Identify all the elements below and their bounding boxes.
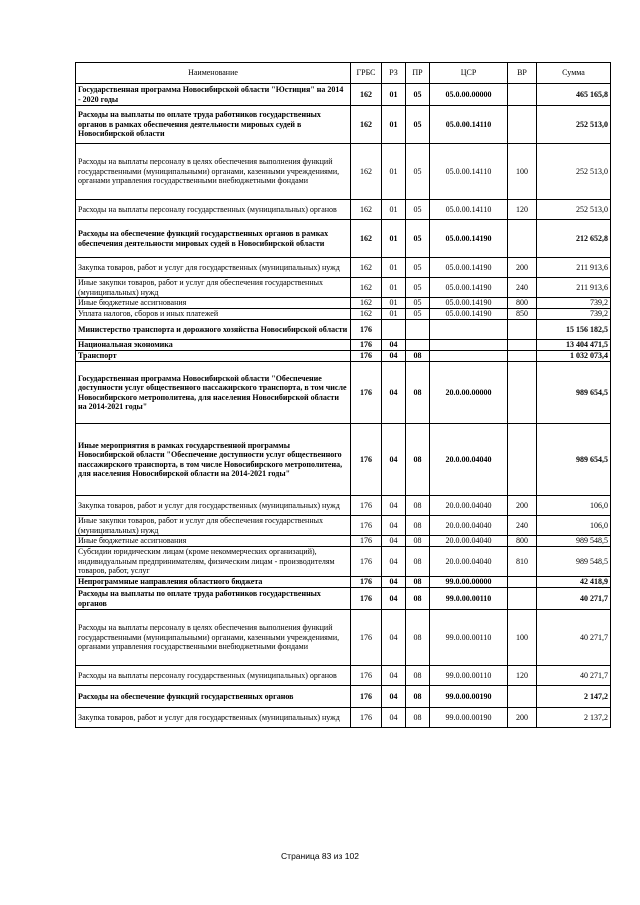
cell-sum: 106,0 — [537, 516, 611, 536]
page-number: Страница 83 из 102 — [281, 851, 359, 861]
cell-sum: 40 271,7 — [537, 610, 611, 666]
cell-rz: 04 — [382, 708, 406, 728]
cell-sum: 212 652,8 — [537, 220, 611, 258]
cell-grbs: 162 — [351, 309, 382, 320]
cell-csr — [430, 351, 508, 362]
cell-grbs: 162 — [351, 200, 382, 220]
cell-rz: 04 — [382, 340, 406, 351]
table-row — [76, 496, 611, 516]
cell-csr: 20.0.00.00000 — [430, 362, 508, 424]
table-row — [76, 144, 611, 200]
cell-csr: 20.0.00.04040 — [430, 547, 508, 577]
cell-rz: 01 — [382, 298, 406, 309]
table-row — [76, 298, 611, 309]
cell-rz: 01 — [382, 309, 406, 320]
cell-sum: 465 165,8 — [537, 84, 611, 106]
cell-rz: 01 — [382, 258, 406, 278]
cell-sum: 989 654,5 — [537, 424, 611, 496]
cell-vr — [508, 686, 537, 708]
cell-pr: 05 — [406, 278, 430, 298]
cell-grbs: 176 — [351, 666, 382, 686]
cell-grbs: 176 — [351, 588, 382, 610]
table-row — [76, 708, 611, 728]
cell-name: Расходы на выплаты по оплате труда работников государственных органов — [76, 588, 351, 610]
cell-csr: 05.0.00.14110 — [430, 106, 508, 144]
cell-vr: 800 — [508, 298, 537, 309]
cell-name: Министерство транспорта и дорожного хозяйства Новосибирской области — [76, 320, 351, 340]
cell-rz: 04 — [382, 547, 406, 577]
cell-grbs: 176 — [351, 516, 382, 536]
header-rz: РЗ — [382, 63, 406, 84]
table-row — [76, 220, 611, 258]
cell-csr: 99.0.00.00190 — [430, 708, 508, 728]
cell-pr: 05 — [406, 84, 430, 106]
cell-name: Закупка товаров, работ и услуг для государственных (муниципальных) нужд — [76, 496, 351, 516]
cell-grbs: 176 — [351, 496, 382, 516]
table-row — [76, 547, 611, 577]
cell-name: Расходы на выплаты персоналу в целях обеспечения выполнения функций государственными (муниципальными) органами, казенными учреждениями, органами управления государственными внебюджетными фондами — [76, 610, 351, 666]
header-name: Наименование — [76, 63, 351, 84]
cell-rz: 01 — [382, 278, 406, 298]
cell-csr: 99.0.00.00110 — [430, 610, 508, 666]
cell-sum: 211 913,6 — [537, 258, 611, 278]
header-grbs: ГРБС — [351, 63, 382, 84]
table-row — [76, 610, 611, 666]
cell-name: Национальная экономика — [76, 340, 351, 351]
cell-sum: 106,0 — [537, 496, 611, 516]
header-pr: ПР — [406, 63, 430, 84]
table-row — [76, 106, 611, 144]
cell-grbs: 176 — [351, 320, 382, 340]
cell-name: Государственная программа Новосибирской области "Юстиция" на 2014 - 2020 годы — [76, 84, 351, 106]
cell-sum: 989 654,5 — [537, 362, 611, 424]
cell-rz: 04 — [382, 424, 406, 496]
cell-grbs: 176 — [351, 547, 382, 577]
cell-grbs: 176 — [351, 708, 382, 728]
cell-grbs: 162 — [351, 84, 382, 106]
cell-sum: 13 404 471,5 — [537, 340, 611, 351]
cell-vr: 850 — [508, 309, 537, 320]
cell-sum: 252 513,0 — [537, 106, 611, 144]
cell-rz: 04 — [382, 610, 406, 666]
cell-name: Иные закупки товаров, работ и услуг для обеспечения государственных (муниципальных) нужд — [76, 516, 351, 536]
table-body — [76, 84, 611, 728]
cell-name: Расходы на обеспечение функций государственных органов в рамках обеспечения деятельности мировых судей в Новосибирской области — [76, 220, 351, 258]
table-row — [76, 340, 611, 351]
cell-name: Уплата налогов, сборов и иных платежей — [76, 309, 351, 320]
cell-pr: 08 — [406, 610, 430, 666]
table-row — [76, 577, 611, 588]
cell-vr — [508, 106, 537, 144]
cell-name: Расходы на выплаты персоналу в целях обеспечения выполнения функций государственными (муниципальными) органами, казенными учреждениями, органами управления государственными внебюджетными фондами — [76, 144, 351, 200]
cell-csr: 05.0.00.14190 — [430, 309, 508, 320]
cell-grbs: 162 — [351, 106, 382, 144]
table-row — [76, 309, 611, 320]
cell-rz: 04 — [382, 666, 406, 686]
cell-pr — [406, 320, 430, 340]
table-header-row — [76, 63, 611, 84]
cell-vr: 800 — [508, 536, 537, 547]
cell-name: Расходы на обеспечение функций государственных органов — [76, 686, 351, 708]
cell-pr: 08 — [406, 496, 430, 516]
cell-sum: 739,2 — [537, 309, 611, 320]
cell-grbs: 176 — [351, 351, 382, 362]
cell-vr: 200 — [508, 258, 537, 278]
cell-rz: 04 — [382, 588, 406, 610]
cell-csr: 20.0.00.04040 — [430, 424, 508, 496]
cell-name: Государственная программа Новосибирской области "Обеспечение доступности услуг общественного пассажирского транспорта, в том числе Новосибирского метрополитена, для населения Новосибирской области на 2014-2021 годы" — [76, 362, 351, 424]
cell-rz: 04 — [382, 686, 406, 708]
cell-name: Транспорт — [76, 351, 351, 362]
cell-vr: 120 — [508, 666, 537, 686]
cell-pr: 05 — [406, 258, 430, 278]
cell-name: Расходы на выплаты по оплате труда работников государственных органов в рамках обеспечения деятельности мировых судей в Новосибирской области — [76, 106, 351, 144]
cell-csr: 20.0.00.04040 — [430, 496, 508, 516]
cell-csr: 05.0.00.14110 — [430, 200, 508, 220]
cell-name: Расходы на выплаты персоналу государственных (муниципальных) органов — [76, 200, 351, 220]
table-row — [76, 362, 611, 424]
cell-csr: 05.0.00.14190 — [430, 298, 508, 309]
cell-name: Иные бюджетные ассигнования — [76, 536, 351, 547]
cell-rz: 01 — [382, 200, 406, 220]
cell-name: Расходы на выплаты персоналу государственных (муниципальных) органов — [76, 666, 351, 686]
cell-csr: 99.0.00.00110 — [430, 666, 508, 686]
cell-pr: 08 — [406, 351, 430, 362]
cell-name: Закупка товаров, работ и услуг для государственных (муниципальных) нужд — [76, 708, 351, 728]
cell-csr: 20.0.00.04040 — [430, 536, 508, 547]
cell-sum: 1 032 073,4 — [537, 351, 611, 362]
cell-rz: 04 — [382, 577, 406, 588]
cell-csr: 05.0.00.14190 — [430, 258, 508, 278]
cell-sum: 211 913,6 — [537, 278, 611, 298]
cell-vr: 200 — [508, 708, 537, 728]
cell-name: Иные закупки товаров, работ и услуг для обеспечения государственных (муниципальных) нужд — [76, 278, 351, 298]
cell-vr — [508, 577, 537, 588]
cell-vr — [508, 424, 537, 496]
cell-pr: 08 — [406, 547, 430, 577]
table-row — [76, 351, 611, 362]
table-row — [76, 320, 611, 340]
cell-rz: 04 — [382, 496, 406, 516]
cell-sum: 2 137,2 — [537, 708, 611, 728]
cell-sum: 739,2 — [537, 298, 611, 309]
header-csr: ЦСР — [430, 63, 508, 84]
cell-grbs: 162 — [351, 144, 382, 200]
cell-name: Субсидии юридическим лицам (кроме некоммерческих организаций), индивидуальным предпринимателям, физическим лицам - производителям товаров, работ, услуг — [76, 547, 351, 577]
cell-sum: 40 271,7 — [537, 666, 611, 686]
cell-vr — [508, 362, 537, 424]
cell-sum: 252 513,0 — [537, 144, 611, 200]
cell-vr — [508, 588, 537, 610]
cell-rz: 01 — [382, 144, 406, 200]
cell-rz — [382, 320, 406, 340]
cell-grbs: 162 — [351, 298, 382, 309]
cell-vr — [508, 220, 537, 258]
cell-vr: 100 — [508, 610, 537, 666]
cell-name: Иные мероприятия в рамках государственной программы Новосибирской области "Обеспечение доступности услуг общественного пассажирского транспорта, в том числе Новосибирского метрополитена, для населения Новосибирской области на 2014-2021 годы" — [76, 424, 351, 496]
cell-sum: 989 548,5 — [537, 536, 611, 547]
table-row — [76, 516, 611, 536]
cell-csr: 99.0.00.00000 — [430, 577, 508, 588]
cell-pr: 08 — [406, 686, 430, 708]
table-row — [76, 278, 611, 298]
cell-vr: 100 — [508, 144, 537, 200]
table-row — [76, 666, 611, 686]
cell-name: Иные бюджетные ассигнования — [76, 298, 351, 309]
cell-rz: 04 — [382, 536, 406, 547]
cell-csr — [430, 320, 508, 340]
budget-table — [75, 62, 611, 728]
cell-pr: 05 — [406, 298, 430, 309]
cell-sum: 989 548,5 — [537, 547, 611, 577]
cell-grbs: 176 — [351, 362, 382, 424]
cell-csr: 99.0.00.00190 — [430, 686, 508, 708]
cell-pr — [406, 340, 430, 351]
table-row — [76, 686, 611, 708]
cell-csr: 05.0.00.14190 — [430, 278, 508, 298]
cell-vr: 810 — [508, 547, 537, 577]
cell-grbs: 176 — [351, 610, 382, 666]
cell-pr: 05 — [406, 200, 430, 220]
cell-name: Закупка товаров, работ и услуг для государственных (муниципальных) нужд — [76, 258, 351, 278]
cell-vr: 240 — [508, 516, 537, 536]
cell-sum: 42 418,9 — [537, 577, 611, 588]
cell-grbs: 162 — [351, 220, 382, 258]
cell-pr: 08 — [406, 516, 430, 536]
cell-vr — [508, 340, 537, 351]
table-row — [76, 200, 611, 220]
cell-sum: 15 156 182,5 — [537, 320, 611, 340]
cell-pr: 08 — [406, 708, 430, 728]
cell-vr: 120 — [508, 200, 537, 220]
cell-sum: 2 147,2 — [537, 686, 611, 708]
cell-grbs: 176 — [351, 424, 382, 496]
cell-grbs: 176 — [351, 686, 382, 708]
cell-pr: 05 — [406, 220, 430, 258]
table-row — [76, 536, 611, 547]
cell-rz: 04 — [382, 516, 406, 536]
cell-pr: 08 — [406, 362, 430, 424]
header-vr: ВР — [508, 63, 537, 84]
cell-rz: 04 — [382, 351, 406, 362]
cell-grbs: 176 — [351, 536, 382, 547]
cell-vr: 200 — [508, 496, 537, 516]
table-row — [76, 588, 611, 610]
cell-grbs: 162 — [351, 278, 382, 298]
cell-grbs: 176 — [351, 340, 382, 351]
header-sum: Сумма — [537, 63, 611, 84]
cell-vr — [508, 84, 537, 106]
cell-csr: 05.0.00.00000 — [430, 84, 508, 106]
cell-rz: 01 — [382, 84, 406, 106]
cell-rz: 01 — [382, 106, 406, 144]
cell-sum: 252 513,0 — [537, 200, 611, 220]
cell-pr: 08 — [406, 588, 430, 610]
cell-pr: 08 — [406, 536, 430, 547]
cell-csr — [430, 340, 508, 351]
cell-csr: 05.0.00.14190 — [430, 220, 508, 258]
cell-pr: 05 — [406, 309, 430, 320]
cell-rz: 04 — [382, 362, 406, 424]
cell-csr: 99.0.00.00110 — [430, 588, 508, 610]
cell-grbs: 162 — [351, 258, 382, 278]
cell-vr — [508, 320, 537, 340]
cell-pr: 08 — [406, 666, 430, 686]
table-row — [76, 424, 611, 496]
cell-grbs: 176 — [351, 577, 382, 588]
cell-vr — [508, 351, 537, 362]
cell-pr: 08 — [406, 424, 430, 496]
cell-sum: 40 271,7 — [537, 588, 611, 610]
cell-pr: 08 — [406, 577, 430, 588]
cell-pr: 05 — [406, 144, 430, 200]
table-row — [76, 258, 611, 278]
cell-csr: 05.0.00.14110 — [430, 144, 508, 200]
cell-rz: 01 — [382, 220, 406, 258]
cell-name: Непрограммные направления областного бюджета — [76, 577, 351, 588]
cell-csr: 20.0.00.04040 — [430, 516, 508, 536]
cell-vr: 240 — [508, 278, 537, 298]
cell-pr: 05 — [406, 106, 430, 144]
table-row — [76, 84, 611, 106]
